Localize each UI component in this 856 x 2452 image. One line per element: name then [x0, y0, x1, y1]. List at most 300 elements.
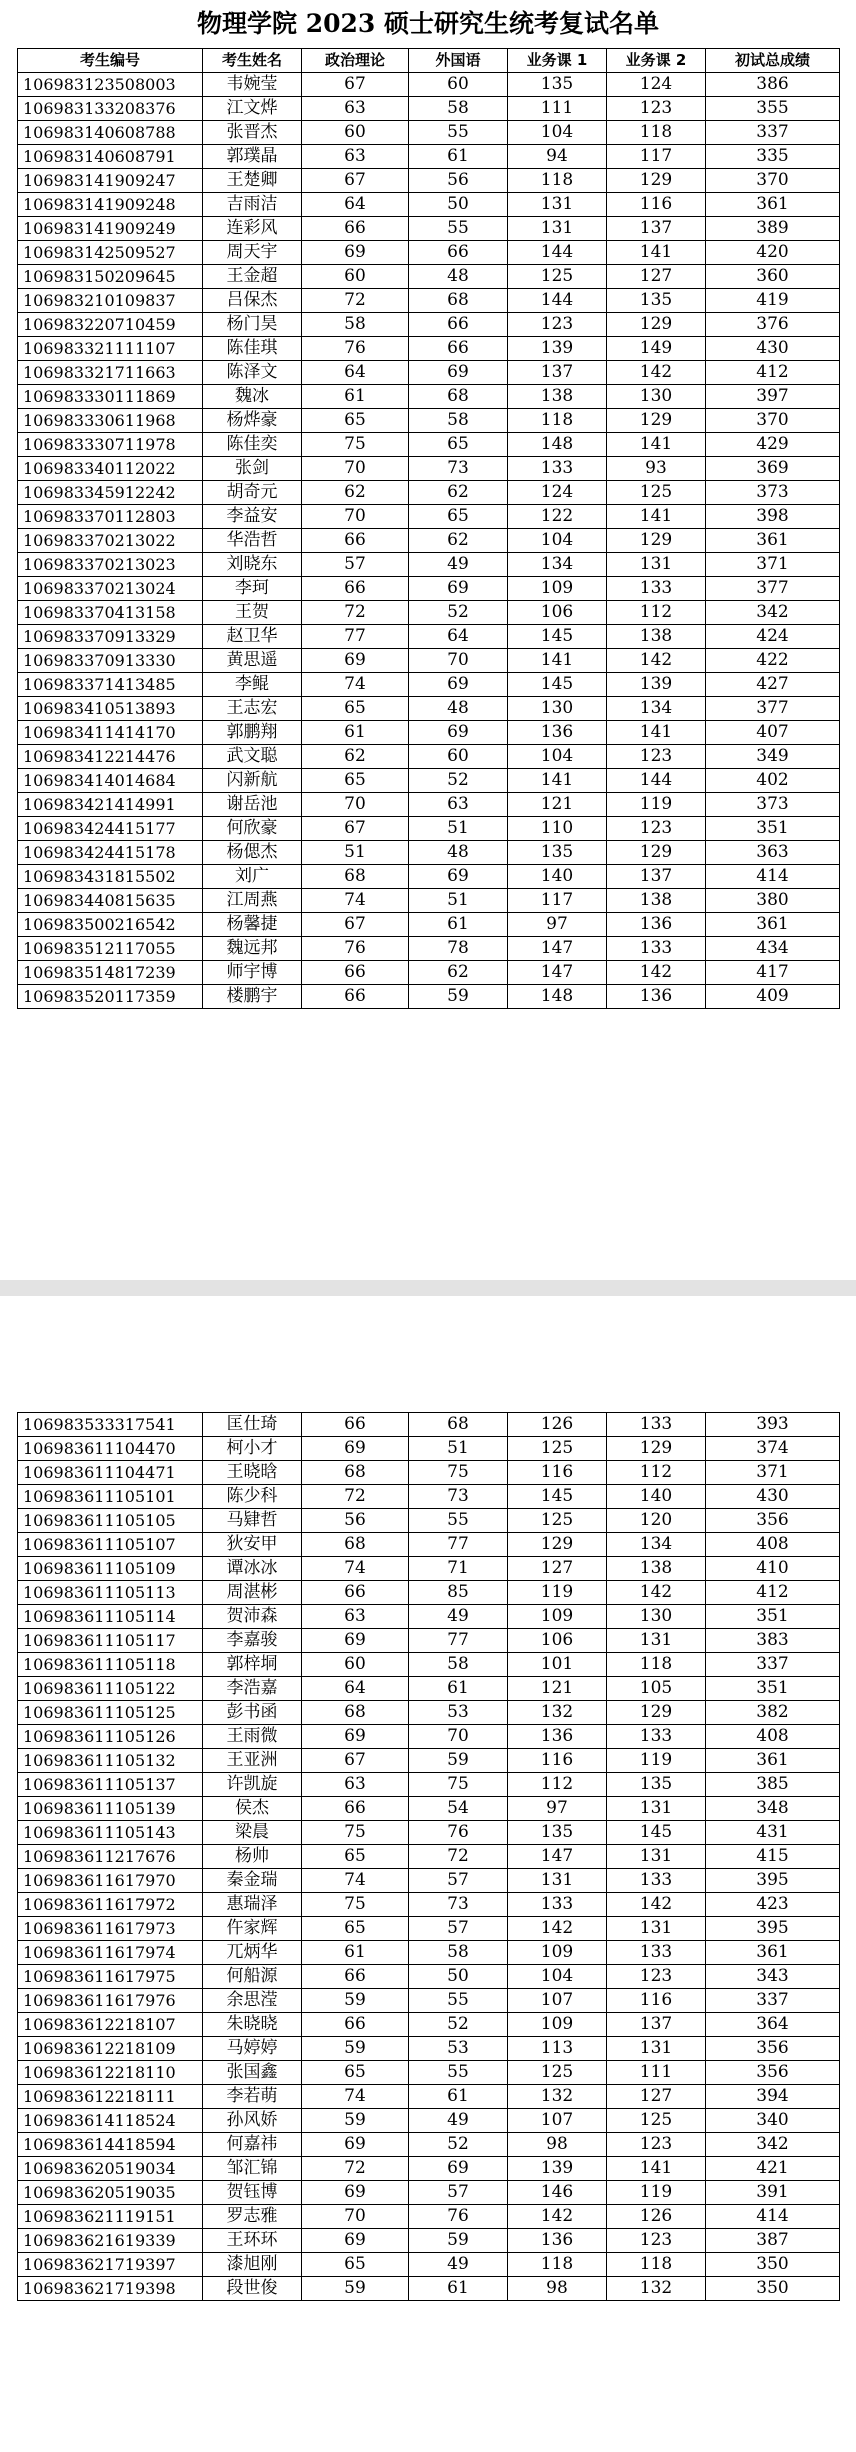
subject-2-score-cell: 133 — [607, 937, 706, 961]
total-score-cell: 395 — [706, 1869, 840, 1893]
table-row — [18, 1413, 840, 1437]
candidate-id-cell: 106983330611968 — [18, 409, 203, 433]
subject-2-score-cell: 141 — [607, 241, 706, 265]
candidate-name-cell: 陈佳奕 — [203, 433, 302, 457]
foreign-language-score-cell: 75 — [409, 1773, 508, 1797]
candidate-id-cell: 106983611105125 — [18, 1701, 203, 1725]
subject-1-score-cell: 146 — [508, 2181, 607, 2205]
subject-1-score-cell: 147 — [508, 937, 607, 961]
total-score-cell: 376 — [706, 313, 840, 337]
foreign-language-score-cell: 62 — [409, 529, 508, 553]
foreign-language-score-cell: 48 — [409, 265, 508, 289]
subject-1-score-cell: 145 — [508, 625, 607, 649]
candidate-name-cell: 魏冰 — [203, 385, 302, 409]
politics-score-cell: 77 — [302, 625, 409, 649]
table-row — [18, 865, 840, 889]
subject-2-score-cell: 129 — [607, 169, 706, 193]
subject-1-score-cell: 131 — [508, 193, 607, 217]
subject-1-score-cell: 107 — [508, 1989, 607, 2013]
candidate-id-cell: 106983611105137 — [18, 1773, 203, 1797]
subject-2-score-cell: 145 — [607, 1821, 706, 1845]
total-score-cell: 350 — [706, 2277, 840, 2301]
candidate-id-cell: 106983370112803 — [18, 505, 203, 529]
total-score-cell: 351 — [706, 1605, 840, 1629]
table-row — [18, 337, 840, 361]
politics-score-cell: 64 — [302, 361, 409, 385]
table-row — [18, 217, 840, 241]
foreign-language-score-cell: 55 — [409, 1989, 508, 2013]
table-row — [18, 2205, 840, 2229]
subject-2-score-cell: 111 — [607, 2061, 706, 2085]
total-score-cell: 402 — [706, 769, 840, 793]
subject-1-score-cell: 126 — [508, 1413, 607, 1437]
foreign-language-score-cell: 58 — [409, 97, 508, 121]
politics-score-cell: 65 — [302, 769, 409, 793]
candidate-id-cell: 106983611617974 — [18, 1941, 203, 1965]
candidate-name-cell: 李浩嘉 — [203, 1677, 302, 1701]
subject-1-score-cell: 145 — [508, 673, 607, 697]
total-score-cell: 377 — [706, 697, 840, 721]
subject-2-score-cell: 129 — [607, 529, 706, 553]
candidate-name-cell: 秦金瑞 — [203, 1869, 302, 1893]
document-title: 物理学院 2023 硕士研究生统考复试名单 — [197, 9, 659, 38]
total-score-cell: 335 — [706, 145, 840, 169]
subject-2-score-cell: 105 — [607, 1677, 706, 1701]
subject-1-score-cell: 125 — [508, 2061, 607, 2085]
subject-2-score-cell: 131 — [607, 1917, 706, 1941]
total-score-cell: 408 — [706, 1533, 840, 1557]
subject-1-score-cell: 136 — [508, 1725, 607, 1749]
politics-score-cell: 69 — [302, 2229, 409, 2253]
politics-score-cell: 66 — [302, 577, 409, 601]
candidate-id-cell: 106983611104471 — [18, 1461, 203, 1485]
table-row — [18, 121, 840, 145]
foreign-language-score-cell: 52 — [409, 2133, 508, 2157]
subject-1-score-cell: 129 — [508, 1533, 607, 1557]
candidate-name-cell: 何嘉祎 — [203, 2133, 302, 2157]
subject-2-score-cell: 116 — [607, 1989, 706, 2013]
foreign-language-score-cell: 51 — [409, 817, 508, 841]
candidate-id-cell: 106983611217676 — [18, 1845, 203, 1869]
table-row — [18, 2013, 840, 2037]
candidate-id-cell: 106983330711978 — [18, 433, 203, 457]
subject-1-score-cell: 97 — [508, 1797, 607, 1821]
subject-1-score-cell: 139 — [508, 2157, 607, 2181]
table-row — [18, 505, 840, 529]
table-row — [18, 1533, 840, 1557]
table-row — [18, 1725, 840, 1749]
politics-score-cell: 59 — [302, 2277, 409, 2301]
header-row — [18, 49, 840, 73]
foreign-language-score-cell: 72 — [409, 1845, 508, 1869]
politics-score-cell: 72 — [302, 2157, 409, 2181]
table-row — [18, 1605, 840, 1629]
subject-1-score-cell: 104 — [508, 1965, 607, 1989]
total-score-cell: 348 — [706, 1797, 840, 1821]
candidate-id-cell: 106983620519035 — [18, 2181, 203, 2205]
politics-score-cell: 69 — [302, 649, 409, 673]
candidate-id-cell: 106983611105105 — [18, 1509, 203, 1533]
candidate-id-cell: 106983621719398 — [18, 2277, 203, 2301]
total-score-cell: 430 — [706, 1485, 840, 1509]
candidate-id-cell: 106983141909248 — [18, 193, 203, 217]
foreign-language-score-cell: 68 — [409, 1413, 508, 1437]
candidate-id-cell: 106983431815502 — [18, 865, 203, 889]
candidate-id-cell: 106983411414170 — [18, 721, 203, 745]
subject-2-score-cell: 131 — [607, 1845, 706, 1869]
subject-2-score-cell: 142 — [607, 649, 706, 673]
header-subject-2: 业务课 2 — [607, 49, 706, 73]
subject-1-score-cell: 142 — [508, 2205, 607, 2229]
foreign-language-score-cell: 66 — [409, 313, 508, 337]
foreign-language-score-cell: 59 — [409, 985, 508, 1009]
candidate-id-cell: 106983424415178 — [18, 841, 203, 865]
candidate-name-cell: 武文聪 — [203, 745, 302, 769]
foreign-language-score-cell: 58 — [409, 409, 508, 433]
foreign-language-score-cell: 77 — [409, 1629, 508, 1653]
candidate-name-cell: 连彩风 — [203, 217, 302, 241]
foreign-language-score-cell: 66 — [409, 337, 508, 361]
total-score-cell: 340 — [706, 2109, 840, 2133]
politics-score-cell: 51 — [302, 841, 409, 865]
subject-2-score-cell: 138 — [607, 889, 706, 913]
total-score-cell: 430 — [706, 337, 840, 361]
subject-1-score-cell: 111 — [508, 97, 607, 121]
foreign-language-score-cell: 71 — [409, 1557, 508, 1581]
politics-score-cell: 66 — [302, 1965, 409, 1989]
politics-score-cell: 62 — [302, 745, 409, 769]
candidate-id-cell: 106983611105107 — [18, 1533, 203, 1557]
subject-1-score-cell: 121 — [508, 1677, 607, 1701]
candidate-id-cell: 106983140608791 — [18, 145, 203, 169]
foreign-language-score-cell: 61 — [409, 2277, 508, 2301]
candidate-name-cell: 李若萌 — [203, 2085, 302, 2109]
subject-2-score-cell: 118 — [607, 121, 706, 145]
total-score-cell: 356 — [706, 1509, 840, 1533]
foreign-language-score-cell: 69 — [409, 721, 508, 745]
subject-1-score-cell: 127 — [508, 1557, 607, 1581]
politics-score-cell: 74 — [302, 1869, 409, 1893]
politics-score-cell: 63 — [302, 97, 409, 121]
candidate-id-cell: 106983421414991 — [18, 793, 203, 817]
subject-2-score-cell: 127 — [607, 2085, 706, 2109]
table-row — [18, 1653, 840, 1677]
subject-2-score-cell: 132 — [607, 2277, 706, 2301]
politics-score-cell: 70 — [302, 457, 409, 481]
politics-score-cell: 66 — [302, 217, 409, 241]
foreign-language-score-cell: 57 — [409, 1917, 508, 1941]
candidate-name-cell: 闪新航 — [203, 769, 302, 793]
politics-score-cell: 76 — [302, 337, 409, 361]
politics-score-cell: 67 — [302, 73, 409, 97]
politics-score-cell: 66 — [302, 985, 409, 1009]
table-row — [18, 601, 840, 625]
total-score-cell: 350 — [706, 2253, 840, 2277]
header-total-score: 初试总成绩 — [706, 49, 840, 73]
subject-2-score-cell: 140 — [607, 1485, 706, 1509]
politics-score-cell: 66 — [302, 1581, 409, 1605]
subject-2-score-cell: 142 — [607, 361, 706, 385]
politics-score-cell: 69 — [302, 2133, 409, 2157]
foreign-language-score-cell: 63 — [409, 793, 508, 817]
table-row — [18, 1821, 840, 1845]
foreign-language-score-cell: 52 — [409, 601, 508, 625]
subject-1-score-cell: 112 — [508, 1773, 607, 1797]
foreign-language-score-cell: 65 — [409, 433, 508, 457]
politics-score-cell: 68 — [302, 1461, 409, 1485]
candidate-id-cell: 106983621119151 — [18, 2205, 203, 2229]
table-row — [18, 2157, 840, 2181]
subject-2-score-cell: 123 — [607, 1965, 706, 1989]
total-score-cell: 337 — [706, 121, 840, 145]
table-row — [18, 1701, 840, 1725]
foreign-language-score-cell: 48 — [409, 697, 508, 721]
subject-1-score-cell: 109 — [508, 1605, 607, 1629]
total-score-cell: 361 — [706, 1749, 840, 1773]
table-row — [18, 2085, 840, 2109]
candidate-name-cell: 谭冰冰 — [203, 1557, 302, 1581]
table-row — [18, 1965, 840, 1989]
table-row — [18, 769, 840, 793]
politics-score-cell: 59 — [302, 1989, 409, 2013]
table-row — [18, 385, 840, 409]
subject-1-score-cell: 141 — [508, 769, 607, 793]
subject-1-score-cell: 94 — [508, 145, 607, 169]
subject-2-score-cell: 138 — [607, 625, 706, 649]
foreign-language-score-cell: 61 — [409, 145, 508, 169]
candidate-id-cell: 106983614118524 — [18, 2109, 203, 2133]
subject-1-score-cell: 124 — [508, 481, 607, 505]
candidate-name-cell: 柯小才 — [203, 1437, 302, 1461]
candidate-name-cell: 王亚洲 — [203, 1749, 302, 1773]
candidate-id-cell: 106983412214476 — [18, 745, 203, 769]
total-score-cell: 370 — [706, 409, 840, 433]
subject-2-score-cell: 133 — [607, 1725, 706, 1749]
politics-score-cell: 64 — [302, 1677, 409, 1701]
table-row — [18, 529, 840, 553]
table-row — [18, 1581, 840, 1605]
subject-1-score-cell: 109 — [508, 2013, 607, 2037]
candidate-name-cell: 朱晓晓 — [203, 2013, 302, 2037]
candidate-name-cell: 周天宇 — [203, 241, 302, 265]
subject-1-score-cell: 118 — [508, 169, 607, 193]
subject-1-score-cell: 125 — [508, 1509, 607, 1533]
foreign-language-score-cell: 50 — [409, 193, 508, 217]
subject-1-score-cell: 104 — [508, 121, 607, 145]
table-row — [18, 745, 840, 769]
foreign-language-score-cell: 76 — [409, 1821, 508, 1845]
table-row — [18, 1461, 840, 1485]
table-row — [18, 73, 840, 97]
table-row — [18, 2181, 840, 2205]
table-row — [18, 409, 840, 433]
total-score-cell: 417 — [706, 961, 840, 985]
subject-1-score-cell: 116 — [508, 1461, 607, 1485]
candidate-name-cell: 张剑 — [203, 457, 302, 481]
candidate-id-cell: 106983142509527 — [18, 241, 203, 265]
total-score-cell: 361 — [706, 193, 840, 217]
politics-score-cell: 75 — [302, 433, 409, 457]
foreign-language-score-cell: 49 — [409, 1605, 508, 1629]
politics-score-cell: 75 — [302, 1821, 409, 1845]
foreign-language-score-cell: 54 — [409, 1797, 508, 1821]
table-row — [18, 1797, 840, 1821]
foreign-language-score-cell: 65 — [409, 505, 508, 529]
subject-2-score-cell: 134 — [607, 697, 706, 721]
candidate-id-cell: 106983611617975 — [18, 1965, 203, 1989]
politics-score-cell: 74 — [302, 889, 409, 913]
foreign-language-score-cell: 57 — [409, 2181, 508, 2205]
candidate-name-cell: 邹汇锦 — [203, 2157, 302, 2181]
foreign-language-score-cell: 58 — [409, 1653, 508, 1677]
subject-2-score-cell: 141 — [607, 721, 706, 745]
candidate-id-cell: 106983133208376 — [18, 97, 203, 121]
politics-score-cell: 70 — [302, 2205, 409, 2229]
candidate-name-cell: 韦婉莹 — [203, 73, 302, 97]
table-row — [18, 289, 840, 313]
politics-score-cell: 67 — [302, 913, 409, 937]
subject-2-score-cell: 139 — [607, 673, 706, 697]
total-score-cell: 387 — [706, 2229, 840, 2253]
foreign-language-score-cell: 77 — [409, 1533, 508, 1557]
candidate-id-cell: 106983123508003 — [18, 73, 203, 97]
subject-1-score-cell: 147 — [508, 1845, 607, 1869]
total-score-cell: 391 — [706, 2181, 840, 2205]
document-page-2 — [0, 1296, 856, 2452]
candidate-id-cell: 106983611105117 — [18, 1629, 203, 1653]
candidate-id-cell: 106983150209645 — [18, 265, 203, 289]
total-score-cell: 342 — [706, 2133, 840, 2157]
candidate-name-cell: 刘晓东 — [203, 553, 302, 577]
subject-2-score-cell: 133 — [607, 1941, 706, 1965]
subject-2-score-cell: 123 — [607, 2229, 706, 2253]
candidate-id-cell: 106983611105113 — [18, 1581, 203, 1605]
foreign-language-score-cell: 56 — [409, 169, 508, 193]
candidate-id-cell: 106983210109837 — [18, 289, 203, 313]
candidate-name-cell: 漆旭刚 — [203, 2253, 302, 2277]
politics-score-cell: 61 — [302, 385, 409, 409]
candidate-name-cell: 贺沛森 — [203, 1605, 302, 1629]
subject-2-score-cell: 144 — [607, 769, 706, 793]
candidate-id-cell: 106983612218109 — [18, 2037, 203, 2061]
total-score-cell: 414 — [706, 865, 840, 889]
candidate-id-cell: 106983612218107 — [18, 2013, 203, 2037]
subject-2-score-cell: 130 — [607, 385, 706, 409]
foreign-language-score-cell: 75 — [409, 1461, 508, 1485]
subject-1-score-cell: 136 — [508, 2229, 607, 2253]
candidate-name-cell: 李珂 — [203, 577, 302, 601]
table-row — [18, 841, 840, 865]
total-score-cell: 373 — [706, 793, 840, 817]
total-score-cell: 397 — [706, 385, 840, 409]
subject-1-score-cell: 134 — [508, 553, 607, 577]
subject-2-score-cell: 118 — [607, 1653, 706, 1677]
candidate-id-cell: 106983370213023 — [18, 553, 203, 577]
candidate-id-cell: 106983410513893 — [18, 697, 203, 721]
politics-score-cell: 66 — [302, 529, 409, 553]
total-score-cell: 385 — [706, 1773, 840, 1797]
politics-score-cell: 74 — [302, 2085, 409, 2109]
politics-score-cell: 64 — [302, 193, 409, 217]
subject-1-score-cell: 144 — [508, 289, 607, 313]
candidate-id-cell: 106983500216542 — [18, 913, 203, 937]
table-row — [18, 673, 840, 697]
subject-1-score-cell: 132 — [508, 1701, 607, 1725]
total-score-cell: 343 — [706, 1965, 840, 1989]
subject-2-score-cell: 129 — [607, 1701, 706, 1725]
candidate-id-cell: 106983321111107 — [18, 337, 203, 361]
subject-1-score-cell: 137 — [508, 361, 607, 385]
candidate-name-cell: 马肄哲 — [203, 1509, 302, 1533]
subject-1-score-cell: 130 — [508, 697, 607, 721]
total-score-cell: 351 — [706, 817, 840, 841]
table-row — [18, 553, 840, 577]
table-row — [18, 433, 840, 457]
subject-2-score-cell: 129 — [607, 409, 706, 433]
table-row — [18, 1773, 840, 1797]
table-row — [18, 241, 840, 265]
table-row — [18, 2109, 840, 2133]
candidate-id-cell: 106983611105132 — [18, 1749, 203, 1773]
subject-2-score-cell: 133 — [607, 1869, 706, 1893]
candidate-id-cell: 106983611617970 — [18, 1869, 203, 1893]
candidate-name-cell: 何船源 — [203, 1965, 302, 1989]
subject-1-score-cell: 104 — [508, 529, 607, 553]
candidate-name-cell: 杨门昊 — [203, 313, 302, 337]
foreign-language-score-cell: 61 — [409, 1677, 508, 1701]
total-score-cell: 420 — [706, 241, 840, 265]
total-score-cell: 356 — [706, 2061, 840, 2085]
total-score-cell: 414 — [706, 2205, 840, 2229]
candidate-name-cell: 魏远邦 — [203, 937, 302, 961]
candidate-name-cell: 仵家辉 — [203, 1917, 302, 1941]
politics-score-cell: 56 — [302, 1509, 409, 1533]
total-score-cell: 351 — [706, 1677, 840, 1701]
subject-1-score-cell: 98 — [508, 2277, 607, 2301]
foreign-language-score-cell: 73 — [409, 457, 508, 481]
total-score-cell: 395 — [706, 1917, 840, 1941]
candidate-name-cell: 王雨微 — [203, 1725, 302, 1749]
foreign-language-score-cell: 62 — [409, 961, 508, 985]
politics-score-cell: 69 — [302, 1437, 409, 1461]
politics-score-cell: 61 — [302, 1941, 409, 1965]
politics-score-cell: 63 — [302, 145, 409, 169]
candidate-id-cell: 106983520117359 — [18, 985, 203, 1009]
total-score-cell: 429 — [706, 433, 840, 457]
subject-1-score-cell: 142 — [508, 1917, 607, 1941]
subject-2-score-cell: 131 — [607, 553, 706, 577]
foreign-language-score-cell: 55 — [409, 121, 508, 145]
politics-score-cell: 65 — [302, 409, 409, 433]
candidate-id-cell: 106983514817239 — [18, 961, 203, 985]
foreign-language-score-cell: 60 — [409, 73, 508, 97]
subject-2-score-cell: 137 — [607, 217, 706, 241]
table-row — [18, 1845, 840, 1869]
candidate-table-page-2 — [17, 1412, 840, 2301]
subject-1-score-cell: 119 — [508, 1581, 607, 1605]
candidate-name-cell: 彭书函 — [203, 1701, 302, 1725]
politics-score-cell: 74 — [302, 673, 409, 697]
foreign-language-score-cell: 69 — [409, 361, 508, 385]
politics-score-cell: 68 — [302, 865, 409, 889]
total-score-cell: 342 — [706, 601, 840, 625]
candidate-id-cell: 106983611104470 — [18, 1437, 203, 1461]
politics-score-cell: 58 — [302, 313, 409, 337]
subject-1-score-cell: 109 — [508, 577, 607, 601]
politics-score-cell: 60 — [302, 1653, 409, 1677]
candidate-name-cell: 段世俊 — [203, 2277, 302, 2301]
politics-score-cell: 74 — [302, 1557, 409, 1581]
